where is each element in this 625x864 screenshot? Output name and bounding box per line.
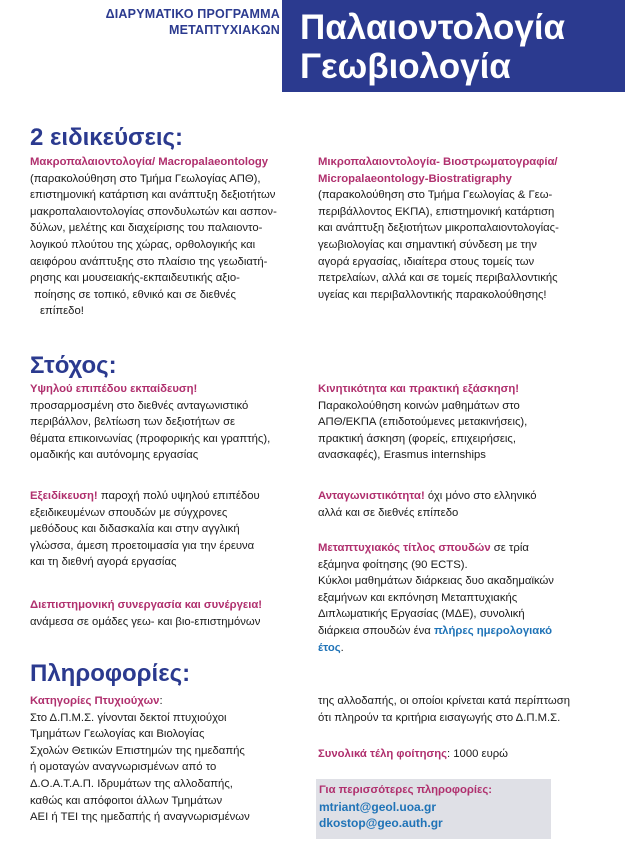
goal-education-block — [30, 381, 270, 464]
goal-mobility-line: Παρακολούθηση κοινών μαθημάτων στο — [318, 399, 520, 412]
spec-micro-line: πετρελαίων, αλλά και σε τομείς περιβαλλοντικής — [318, 272, 558, 285]
specializations-heading: 2 ειδικεύσεις: — [30, 124, 183, 151]
info-fees — [318, 746, 508, 763]
info-categories-title-line — [30, 693, 250, 710]
goal-degree-line: εξάμηνα φοίτησης (90 ECTS). — [318, 558, 468, 571]
program-line-2: ΜΕΤΑΠΤΥΧΙΑΚΩΝ — [169, 23, 280, 37]
program-line-1: ΔΙΑΡΥΜΑΤΙΚΟ ΠΡΟΓΡΑΜΜΑ — [105, 7, 280, 21]
goal-degree-line: εξαμήνων και εκπόνηση Μεταπτυχιακής — [318, 591, 518, 604]
goal-competitiveness-first-line — [318, 488, 537, 505]
goal-mobility-title: Κινητικότητα και πρακτική εξάσκηση! — [318, 383, 519, 395]
contact-email-1[interactable]: mtriant@geol.uoa.gr — [319, 799, 437, 814]
spec-macro-line: επίπεδο! — [40, 305, 84, 318]
info-categories-line: Τμημάτων Γεωλογίας και Βιολογίας — [30, 728, 205, 741]
title-line-1: Παλαιοντολογία — [300, 8, 566, 47]
goals-heading: Στόχος: — [30, 352, 117, 379]
spec-macro-line: δύλων, μελέτης και διαχείρισης του παλαιοντο- — [30, 222, 263, 235]
goal-education-line: περιβάλλον, βελτίωση των δεξιοτήτων σε — [30, 416, 236, 429]
spec-micro-title-1: Μικροπαλαιοντολογία- Βιοστρωματογραφία/ — [318, 156, 558, 168]
spec-macro-line: μακροπαλαιοντολογίας σπονδυλωτών και ασπον- — [30, 205, 277, 218]
goal-competitiveness-text: όχι μόνο στο ελληνικό — [424, 490, 537, 502]
goal-degree-block — [318, 540, 554, 656]
goal-specialization-text: παροχή πολύ υψηλού επιπέδου — [97, 490, 260, 502]
spec-micro-line: (παρακολούθηση στο Τμήμα Γεωλογίας & Γεω- — [318, 189, 553, 202]
contact-email-2[interactable]: dkostop@geo.auth.gr — [319, 816, 443, 831]
info-categories-line: Σχολών Θετικών Επιστημών της ημεδαπής — [30, 744, 245, 757]
goal-mobility-line: πρακτική άσκηση (φορείς, επιχειρήσεις, — [318, 432, 516, 445]
title-line-2: Γεωβιολογία — [300, 47, 511, 86]
info-categories-continued — [318, 693, 570, 726]
spec-micro-title-2: Micropalaeontology-Biostratigraphy — [318, 172, 512, 185]
info-categories-line: ΑΕΙ ή ΤΕΙ της ημεδαπής ή αναγνωρισμένων — [30, 811, 250, 824]
goal-degree-line: Διπλωματικής Εργασίας (ΜΔΕ), συνολική — [318, 608, 525, 621]
goal-education-title: Υψηλού επιπέδου εκπαίδευση! — [30, 383, 198, 395]
info-heading: Πληροφορίες: — [30, 660, 191, 687]
goal-degree-final-emphasis: έτος — [318, 641, 341, 654]
spec-micro-line: αγορά εργασίας, ιδιαίτερα στους τομείς των — [318, 255, 535, 268]
goal-mobility-block — [318, 381, 527, 464]
goal-degree-first-line — [318, 540, 554, 557]
spec-macro-line: επιστημονική κατάρτιση και ανάπτυξη δεξιοτήτων — [30, 189, 276, 202]
info-fees-line — [318, 746, 508, 763]
goal-degree-text: σε τρία — [490, 542, 529, 554]
info-categories-line: Στο Δ.Π.Μ.Σ. γίνονται δεκτοί πτυχιούχοι — [30, 711, 227, 724]
spec-micro-line: υγείας και περιβαλλοντικής παρακολούθησης! — [318, 288, 547, 301]
goal-degree-last-line — [318, 623, 554, 640]
info-fees-title: Συνολικά τέλη φοίτησης — [318, 748, 447, 760]
goal-specialization-line: εξειδικευμένων σπουδών με σύγχρονες — [30, 506, 228, 519]
spec-macro-line: λογικού πλούτου της χώρας, ορθολογικής και — [30, 238, 256, 251]
goal-mobility-line: ΑΠΘ/ΕΚΠΑ (επιδοτούμενες μετακινήσεις), — [318, 416, 528, 429]
goal-degree-emphasis: πλήρες ημερολογιακό — [433, 624, 553, 637]
spec-macro-line: ποίησης σε τοπικό, εθνικό και σε διεθνές — [34, 288, 236, 301]
spec-micro-block — [318, 154, 559, 303]
goal-competitiveness-block — [318, 488, 537, 521]
spec-micro-line: και ανάπτυξη δεξιοτήτων μικροπαλαιοντολογίας- — [318, 222, 559, 235]
goal-degree-line: Κύκλοι μαθημάτων διάρκειας δυο ακαδημαϊκών — [318, 575, 554, 588]
goal-education-line: ομαδικής και αυτόνομης εργασίας — [30, 449, 199, 462]
info-categories-line: καθώς και απόφοιτοι άλλων Τμημάτων — [30, 794, 223, 807]
goal-synergy-title: Διεπιστημονική συνεργασία και συνέργεια! — [30, 599, 263, 611]
contact-box — [316, 779, 551, 839]
info-fees-value: : 1000 ευρώ — [447, 748, 509, 760]
goal-education-line: θέματα επικοινωνίας (προφορικής και γραπτής), — [30, 432, 271, 445]
program-label — [40, 6, 280, 38]
info-categories-suffix: : — [159, 695, 163, 707]
spec-micro-line: περιβάλλοντος ΕΚΠΑ), επιστημονική κατάρτιση — [318, 205, 555, 218]
goal-competitiveness-line: αλλά και σε διεθνές επίπεδο — [318, 506, 459, 519]
spec-macro-block — [30, 154, 277, 320]
goal-degree-text: διάρκεια σπουδών ένα — [318, 624, 434, 637]
info-categories-line: ή ομοταγών αναγνωρισμένων από το — [30, 761, 217, 774]
goal-competitiveness-title: Ανταγωνιστικότητα! — [318, 490, 425, 502]
info-categories-continued-line: της αλλοδαπής, οι οποίοι κρίνεται κατά περίπτωση — [318, 695, 571, 707]
goal-specialization-first-line — [30, 488, 260, 505]
info-categories-line: Δ.Ο.Α.Τ.Α.Π. Ιδρυμάτων της αλλοδαπής, — [30, 777, 233, 790]
goal-degree-title: Μεταπτυχιακός τίτλος σπουδών — [318, 542, 491, 554]
goal-specialization-line: γλώσσα, άμεση προετοιμασία για την έρευνα — [30, 539, 255, 552]
info-categories-title: Κατηγορίες Πτυχιούχων — [30, 695, 160, 707]
goal-mobility-line: ανασκαφές), Erasmus internships — [318, 449, 486, 462]
spec-macro-line: αειφόρου ανάπτυξης στο πλαίσιο της γεωδιατή- — [30, 255, 268, 268]
goal-specialization-line: μεθόδους και διδασκαλία και στην αγγλική — [30, 523, 240, 536]
spec-macro-title: Μακροπαλαιοντολογία/ Macropalaeontology — [30, 156, 269, 168]
info-categories-block — [30, 693, 250, 826]
goal-synergy-block — [30, 597, 262, 630]
goal-specialization-line: και τη διεθνή αγορά εργασίας — [30, 556, 177, 569]
contact-title: Για περισσότερες πληροφορίες: — [319, 784, 493, 796]
goal-degree-final-line — [318, 640, 554, 657]
goal-synergy-line: ανάμεσα σε ομάδες γεω- και βιο-επιστημόνων — [30, 615, 261, 628]
contact-content — [316, 779, 551, 832]
goal-specialization-title: Εξειδίκευση! — [30, 490, 98, 502]
spec-micro-line: γεωβιολογίας και σημαντική σύνδεση με την — [318, 238, 537, 251]
info-categories-continued-line: ότι πληρούν τα κριτήρια εισαγωγής στο Δ.Π.Μ.Σ. — [318, 711, 561, 724]
page-title — [282, 0, 625, 92]
spec-macro-line: (παρακολούθηση στο Τμήμα Γεωλογίας ΑΠΘ), — [30, 172, 261, 185]
goal-specialization-block — [30, 488, 260, 571]
goal-degree-dot: . — [340, 641, 344, 654]
spec-macro-line: ρησης και μουσειακής-εκπαιδευτικής αξιο- — [30, 272, 240, 285]
goal-education-line: προσαρμοσμένη στο διεθνές ανταγωνιστικό — [30, 399, 249, 412]
